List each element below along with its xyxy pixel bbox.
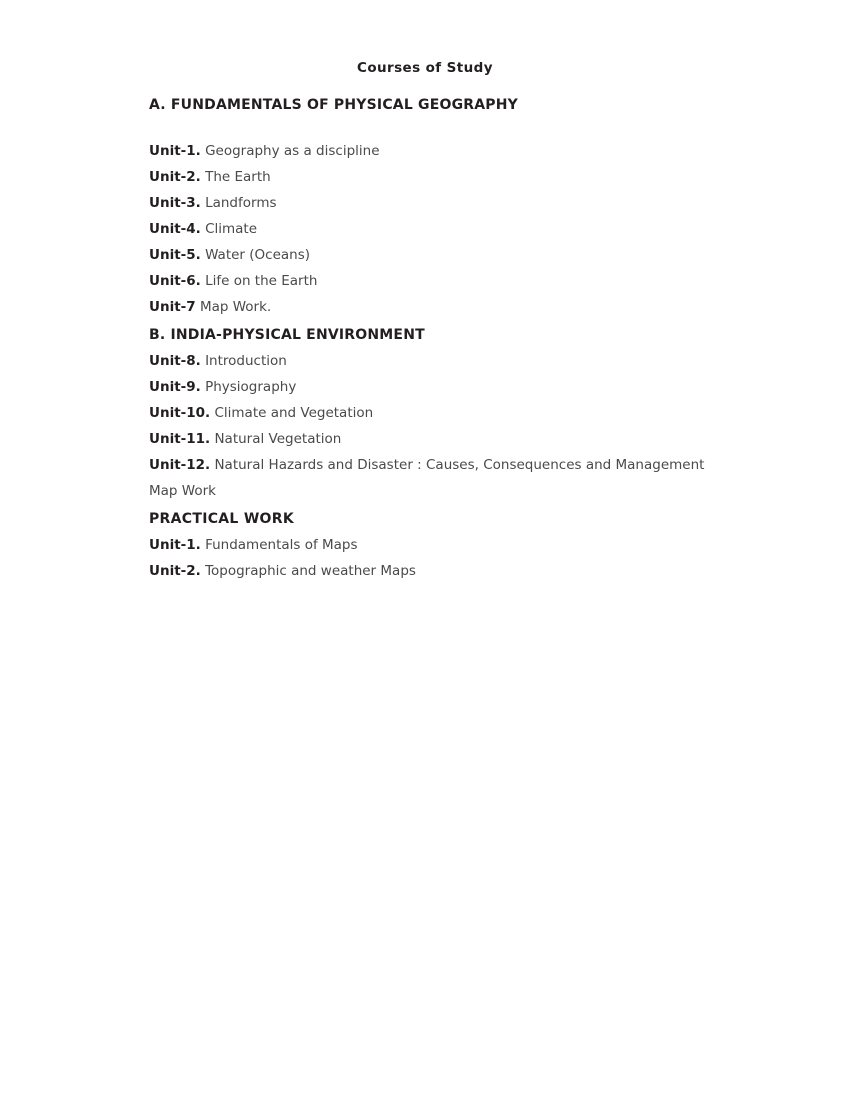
unit-label: Unit-2. (149, 563, 201, 579)
unit-text: The Earth (200, 169, 271, 185)
list-item (149, 532, 769, 558)
list-item (149, 426, 769, 452)
unit-label: Unit-4. (149, 221, 201, 237)
list-item (149, 242, 769, 268)
unit-label: Unit-12. (149, 457, 211, 473)
page-title: Courses of Study (357, 60, 493, 76)
unit-text: Physiography (200, 379, 297, 395)
section-heading-practical: PRACTICAL WORK (149, 511, 294, 527)
map-work-line: Map Work (149, 483, 216, 499)
unit-text: Introduction (200, 353, 287, 369)
list-item (149, 374, 769, 400)
list-item (149, 268, 769, 294)
unit-text: Landforms (200, 195, 277, 211)
unit-text: Topographic and weather Maps (200, 563, 416, 579)
unit-label: Unit-8. (149, 353, 201, 369)
unit-label: Unit-6. (149, 273, 201, 289)
unit-label: Unit-11. (149, 431, 211, 447)
unit-label: Unit-7 (149, 299, 196, 315)
spacer (149, 112, 769, 138)
unit-label: Unit-9. (149, 379, 201, 395)
section-heading-b: B. INDIA-PHYSICAL ENVIRONMENT (149, 327, 425, 343)
list-item (149, 294, 769, 320)
unit-text: Natural Hazards and Disaster : Causes, Consequences and Management (210, 457, 705, 473)
unit-text: Fundamentals of Maps (200, 537, 358, 553)
unit-text: Climate (200, 221, 258, 237)
unit-label: Unit-1. (149, 537, 201, 553)
list-item (149, 216, 769, 242)
list-item (149, 452, 769, 478)
unit-label: Unit-1. (149, 143, 201, 159)
list-item (149, 400, 769, 426)
unit-label: Unit-5. (149, 247, 201, 263)
unit-label: Unit-2. (149, 169, 201, 185)
unit-text: Map Work. (195, 299, 272, 315)
list-item (149, 190, 769, 216)
section-heading-a: A. FUNDAMENTALS OF PHYSICAL GEOGRAPHY (149, 97, 519, 113)
unit-text: Geography as a discipline (200, 143, 380, 159)
document-body (149, 98, 769, 584)
unit-text: Climate and Vegetation (210, 405, 374, 421)
list-item (149, 558, 769, 584)
unit-label: Unit-3. (149, 195, 201, 211)
unit-label: Unit-10. (149, 405, 211, 421)
list-item (149, 164, 769, 190)
list-item (149, 348, 769, 374)
unit-text: Natural Vegetation (210, 431, 342, 447)
unit-text: Life on the Earth (200, 273, 318, 289)
unit-text: Water (Oceans) (200, 247, 311, 263)
list-item (149, 138, 769, 164)
